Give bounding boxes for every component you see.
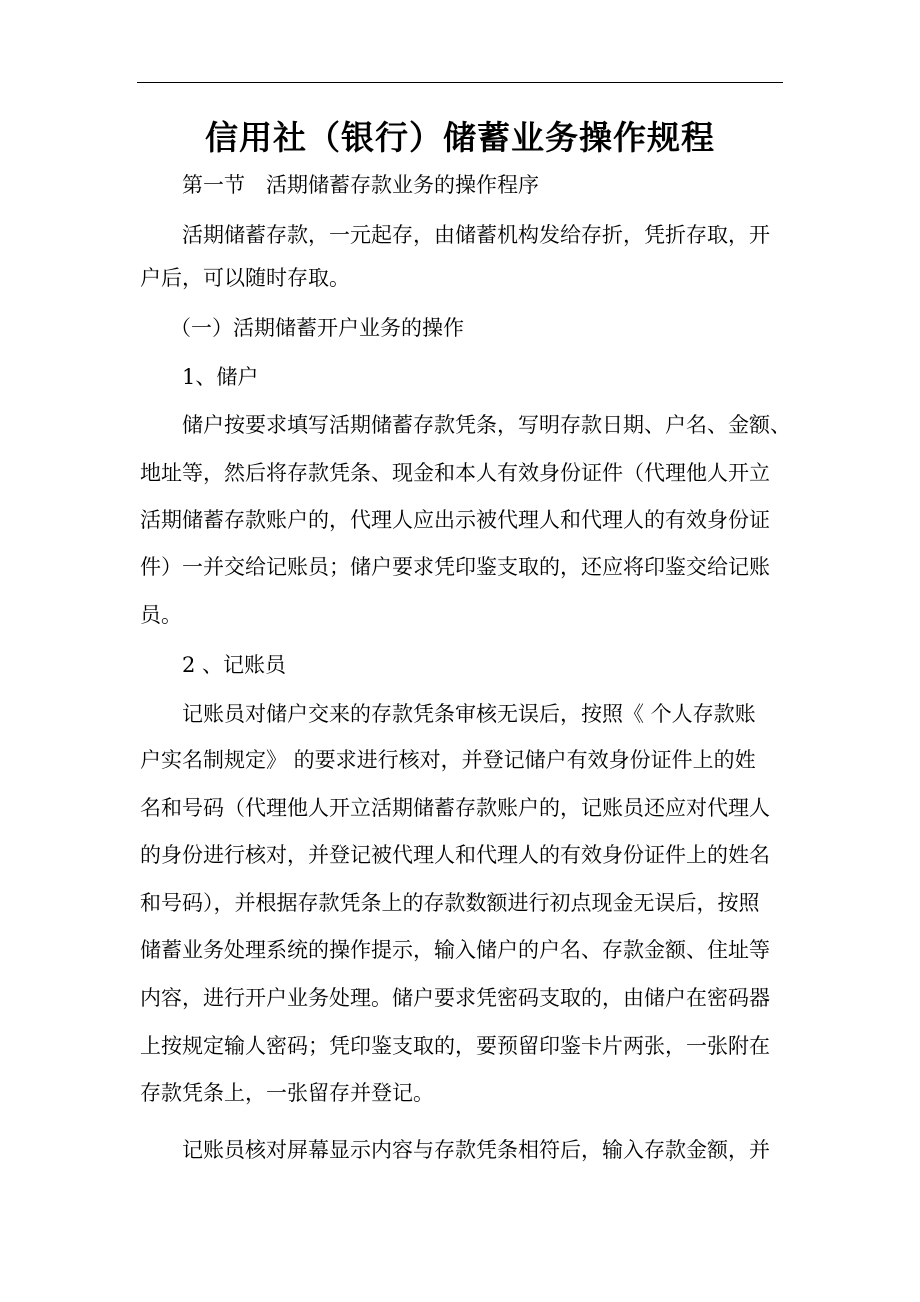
item-heading: 1、储户 (182, 365, 259, 389)
paragraph-line: 记账员对储户交来的存款凭条审核无误后，按照《 个人存款账 (182, 702, 756, 726)
paragraph-line: 记账员核对屏幕显示内容与存款凭条相符后，输入存款金额，并 (182, 1138, 770, 1162)
paragraph-line: 上按规定输人密码；凭印鉴支取的，要预留印鉴卡片两张，一张附在 (140, 1034, 770, 1058)
paragraph-line: 内容，进行开户业务处理。储户要求凭密码支取的，由储户在密码器 (140, 986, 770, 1010)
paragraph-line: 和号码），并根据存款凭条上的存款数额进行初点现金无误后，按照 (140, 891, 760, 915)
paragraph-line: 储户按要求填写活期储蓄存款凭条，写明存款日期、户名、金额、 (182, 413, 791, 437)
paragraph-line: 地址等，然后将存款凭条、现金和本人有效身份证件（代理他人开立 (140, 461, 770, 485)
paragraph-line: 户后，可以随时存取。 (140, 266, 350, 290)
paragraph-line: 活期储蓄存款，一元起存，由储蓄机构发给存折，凭折存取，开 (182, 223, 770, 247)
paragraph-line: 活期储蓄存款账户的，代理人应出示被代理人和代理人的有效身份证 (140, 508, 770, 532)
paragraph-line: 名和号码（代理他人开立活期储蓄存款账户的，记账员还应对代理人 (140, 796, 770, 820)
paragraph-line: 存款凭条上，一张留存并登记。 (140, 1081, 434, 1105)
paragraph-line: 户实名制规定》 的要求进行核对，并登记储户有效身份证件上的姓 (140, 748, 756, 772)
paragraph-line: 员。 (140, 603, 182, 627)
paragraph-line: 件）一并交给记账员；储户要求凭印鉴支取的，还应将印鉴交给记账 (140, 555, 770, 579)
item-heading: 2 、记账员 (182, 653, 287, 677)
subsection-heading: （一）活期储蓄开户业务的操作 (170, 316, 464, 340)
paragraph-line: 的身份进行核对，并登记被代理人和代理人的有效身份证件上的姓名 (140, 843, 770, 867)
header-rule (137, 82, 783, 83)
paragraph-line: 储蓄业务处理系统的操作提示，输入储户的户名、存款金额、住址等 (140, 938, 770, 962)
section-heading: 第一节 活期储蓄存款业务的操作程序 (182, 173, 539, 197)
document-title: 信用社（银行）储蓄业务操作规程 (205, 118, 715, 157)
